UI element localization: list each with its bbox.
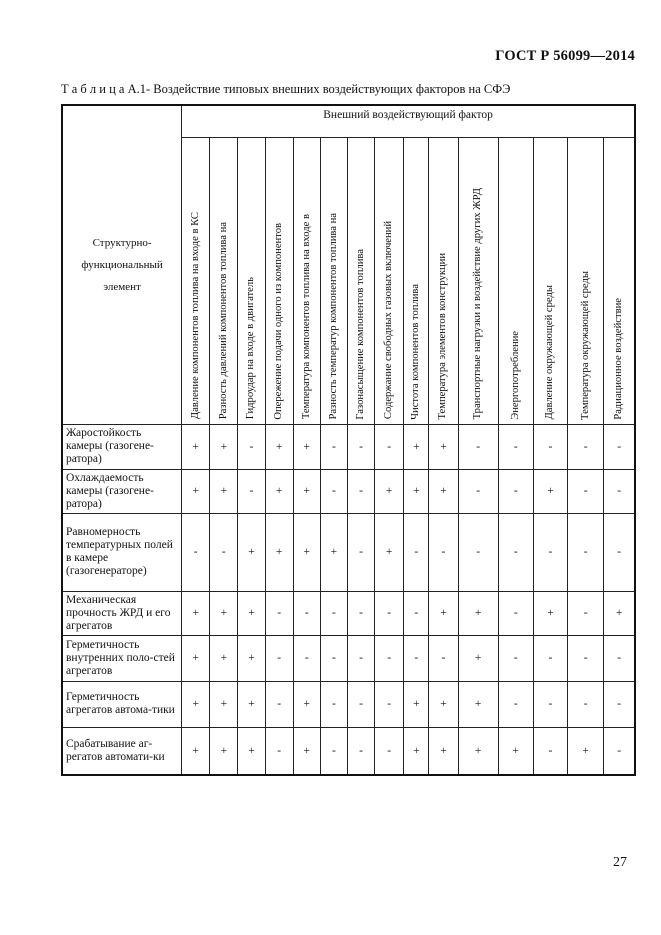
table-row [62, 681, 635, 727]
factor-mark: - [404, 591, 429, 635]
factor-mark: - [347, 727, 374, 775]
stub-header-cell [62, 105, 182, 424]
column-header-text: Разность температур компонентов топлива на [327, 212, 339, 420]
factor-mark: + [429, 424, 458, 469]
factor-mark: - [404, 513, 429, 591]
factor-mark: - [498, 635, 533, 681]
factor-mark: + [238, 681, 265, 727]
stub-header-line: элемент [103, 280, 141, 293]
factor-mark: - [568, 424, 604, 469]
row-label: Механическая прочность ЖРД и его агрегатов [62, 591, 182, 635]
factor-mark: - [568, 635, 604, 681]
factor-mark: + [404, 469, 429, 513]
column-header [265, 137, 293, 424]
factor-mark: - [429, 635, 458, 681]
factor-mark: - [568, 591, 604, 635]
factor-mark: + [293, 727, 320, 775]
factor-mark: - [604, 681, 635, 727]
column-header-text: Давление компонентов топлива на входе в КС [189, 212, 201, 420]
factor-mark: + [210, 681, 238, 727]
factor-mark: - [458, 424, 498, 469]
row-label: Жаростойкость камеры (газогене-ратора) [62, 424, 182, 469]
factor-mark: + [458, 635, 498, 681]
factor-mark: - [604, 635, 635, 681]
column-header [458, 137, 498, 424]
column-header-text: Радиационное воздействие [613, 297, 625, 420]
factor-mark: - [265, 727, 293, 775]
factor-mark: - [533, 727, 567, 775]
column-header [429, 137, 458, 424]
factor-mark: + [238, 513, 265, 591]
factor-mark: - [293, 591, 320, 635]
page-number: 27 [613, 855, 627, 870]
factor-mark: - [533, 513, 567, 591]
factor-mark: + [375, 513, 404, 591]
column-header-text: Транспортные нагрузки и воздействие других ЖРД [472, 188, 484, 420]
factor-mark: - [568, 469, 604, 513]
factor-mark: + [182, 469, 210, 513]
row-label: Герметичность агрегатов автома-тики [62, 681, 182, 727]
factor-mark: + [293, 513, 320, 591]
table-row [62, 727, 635, 775]
column-header [568, 137, 604, 424]
factor-mark: + [210, 469, 238, 513]
factor-mark: - [429, 513, 458, 591]
table-row [62, 424, 635, 469]
row-label: Охлаждаемость камеры (газогене-ратора) [62, 469, 182, 513]
factor-mark: + [458, 681, 498, 727]
factor-mark: + [182, 681, 210, 727]
column-header [604, 137, 635, 424]
factor-mark: + [375, 469, 404, 513]
factor-mark: + [210, 727, 238, 775]
factor-mark: - [320, 635, 347, 681]
column-header [293, 137, 320, 424]
stub-header-line: функциональный [81, 258, 163, 271]
factor-mark: - [320, 424, 347, 469]
table-row [62, 591, 635, 635]
factor-mark: - [320, 681, 347, 727]
factor-mark: - [347, 591, 374, 635]
column-header [238, 137, 265, 424]
group-header: Внешний воздействующий фактор [182, 105, 635, 137]
factor-mark: + [533, 591, 567, 635]
factors-table [61, 104, 636, 776]
factor-mark: - [604, 727, 635, 775]
column-header [347, 137, 374, 424]
factor-mark: - [604, 469, 635, 513]
factor-mark: + [182, 424, 210, 469]
factor-mark: - [375, 681, 404, 727]
factor-mark: - [265, 681, 293, 727]
column-header-text: Чистота компонентов топлива [410, 283, 422, 420]
column-header-text: Температура компонентов топлива на входе в [300, 214, 312, 420]
factor-mark: - [320, 727, 347, 775]
factor-mark: - [404, 635, 429, 681]
column-header [182, 137, 210, 424]
factor-mark: + [293, 469, 320, 513]
factor-mark: + [568, 727, 604, 775]
factor-mark: - [533, 424, 567, 469]
factor-mark: + [404, 727, 429, 775]
column-header-text: Температура элементов конструкции [437, 252, 449, 420]
factor-mark: - [604, 424, 635, 469]
factor-mark: - [238, 424, 265, 469]
factor-mark: + [238, 727, 265, 775]
factor-mark: - [458, 513, 498, 591]
factor-mark: - [320, 591, 347, 635]
column-header-text: Газонасыщение компонентов топлива [355, 248, 367, 420]
factor-mark: + [182, 635, 210, 681]
factor-mark: + [533, 469, 567, 513]
factor-mark: - [347, 424, 374, 469]
factor-mark: + [210, 424, 238, 469]
factor-mark: + [429, 591, 458, 635]
factor-mark: + [458, 591, 498, 635]
column-header [210, 137, 238, 424]
column-header-text: Давление окружающей среды [544, 285, 556, 420]
factor-mark: + [429, 727, 458, 775]
factor-mark: - [238, 469, 265, 513]
factor-mark: - [375, 424, 404, 469]
column-header [404, 137, 429, 424]
factor-mark: + [429, 469, 458, 513]
factor-mark: + [210, 591, 238, 635]
factor-mark: - [458, 469, 498, 513]
factor-mark: + [265, 469, 293, 513]
factor-mark: + [265, 424, 293, 469]
factor-mark: + [320, 513, 347, 591]
factor-mark: + [404, 424, 429, 469]
table-row [62, 513, 635, 591]
row-label: Срабатывание аг-регатов автомати-ки [62, 727, 182, 775]
factor-mark: - [375, 635, 404, 681]
column-header [320, 137, 347, 424]
factor-mark: - [498, 469, 533, 513]
factor-mark: - [568, 681, 604, 727]
standard-designation: ГОСТ Р 56099—2014 [495, 48, 635, 64]
factor-mark: - [568, 513, 604, 591]
factor-mark: - [210, 513, 238, 591]
factor-mark: + [238, 635, 265, 681]
factor-mark: - [347, 681, 374, 727]
column-header-text: Энергопотребление [509, 330, 521, 420]
column-header-text: Температура окружающей среды [579, 270, 591, 420]
factor-mark: - [347, 513, 374, 591]
row-label: Герметичность внутренних поло-стей агрегатов [62, 635, 182, 681]
table-row [62, 469, 635, 513]
factor-mark: - [533, 635, 567, 681]
factor-mark: - [347, 469, 374, 513]
factor-mark: - [375, 591, 404, 635]
column-header-text: Опережение подачи одного из компонентов [273, 222, 285, 420]
stub-header-line: Структурно- [92, 236, 152, 249]
factor-mark: - [498, 681, 533, 727]
factor-mark: + [293, 681, 320, 727]
factor-mark: + [604, 591, 635, 635]
row-label: Равномерность температурных полей в камере (газогенераторе) [62, 513, 182, 591]
column-header-text: Разность давлений компонентов топлива на [217, 222, 229, 420]
factor-mark: - [498, 591, 533, 635]
factor-mark: + [265, 513, 293, 591]
factor-mark: + [210, 635, 238, 681]
table-caption: Т а б л и ц а А.1- Воздействие типовых внешних воздействующих факторов на СФЭ [61, 82, 511, 96]
factor-mark: + [182, 591, 210, 635]
column-header [533, 137, 567, 424]
factor-mark: - [265, 635, 293, 681]
column-header-text: Содержание свободных газовых включений [383, 221, 395, 420]
factor-mark: - [375, 727, 404, 775]
factor-mark: - [265, 591, 293, 635]
factor-mark: + [404, 681, 429, 727]
factor-mark: - [533, 681, 567, 727]
factor-mark: - [498, 424, 533, 469]
factor-mark: + [458, 727, 498, 775]
factor-mark: - [182, 513, 210, 591]
column-header [375, 137, 404, 424]
factor-mark: - [347, 635, 374, 681]
column-header-text: Гидроудар на входе в двигатель [245, 277, 257, 420]
factor-mark: - [293, 635, 320, 681]
column-header [498, 137, 533, 424]
factor-mark: - [320, 469, 347, 513]
factor-mark: - [498, 513, 533, 591]
factor-mark: + [498, 727, 533, 775]
factor-mark: + [293, 424, 320, 469]
factor-mark: - [604, 513, 635, 591]
factor-mark: + [182, 727, 210, 775]
factor-mark: + [238, 591, 265, 635]
factor-mark: + [429, 681, 458, 727]
table-row [62, 635, 635, 681]
